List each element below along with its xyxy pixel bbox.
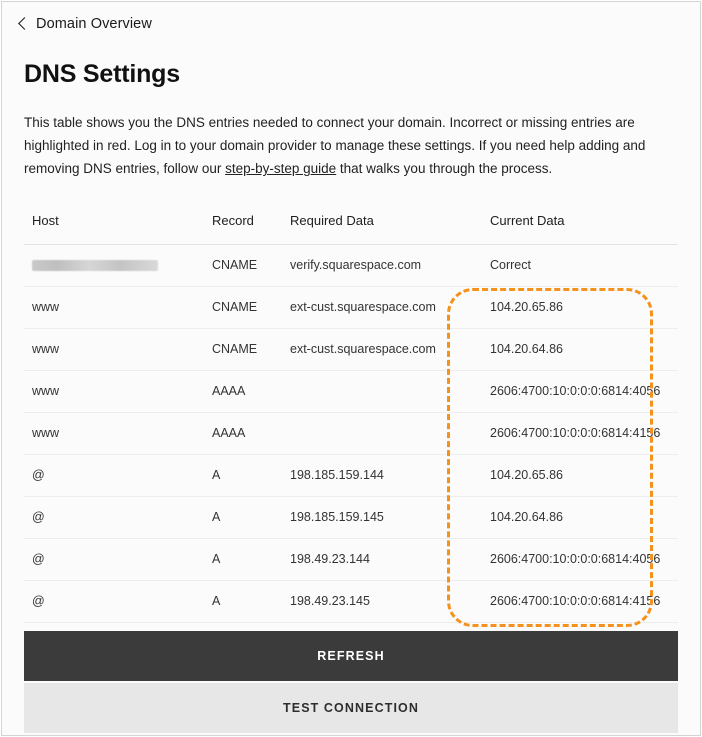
cell-current-data: 2606:4700:10:0:0:0:6814:4056: [482, 538, 678, 580]
cell-required-data: 198.49.23.145: [282, 580, 482, 622]
table-row: [24, 412, 678, 454]
cell-current-data: 104.20.64.86: [482, 328, 678, 370]
cell-host: @: [24, 580, 204, 622]
cell-required-data: 198.49.23.144: [282, 538, 482, 580]
cell-current-data: 2606:4700:10:0:0:0:6814:4156: [482, 412, 678, 454]
cell-host: [24, 244, 204, 286]
cell-required-data: 198.185.159.144: [282, 454, 482, 496]
cell-host: @: [24, 496, 204, 538]
cell-record-type: A: [204, 538, 282, 580]
intro-text-part2: that walks you through the process.: [336, 161, 553, 177]
refresh-button[interactable]: REFRESH: [24, 631, 678, 681]
table-row: [24, 370, 678, 412]
table-row: [24, 454, 678, 496]
chevron-left-icon: [16, 18, 28, 30]
cell-current-data: 2606:4700:10:0:0:0:6814:4056: [482, 370, 678, 412]
cell-current-data: 2606:4700:10:0:0:0:6814:4156: [482, 580, 678, 622]
cell-current-data: 104.20.65.86: [482, 454, 678, 496]
table-row: [24, 328, 678, 370]
cell-host: @: [24, 538, 204, 580]
cell-record-type: A: [204, 580, 282, 622]
main-content: [2, 60, 700, 623]
column-header-record: Record: [204, 203, 282, 245]
dns-records-table: [24, 203, 678, 623]
table-row: [24, 286, 678, 328]
action-buttons: [2, 631, 700, 733]
cell-required-data: ext-cust.squarespace.com: [282, 286, 482, 328]
table-row: [24, 244, 678, 286]
cell-required-data: 198.185.159.145: [282, 496, 482, 538]
cell-host: @: [24, 454, 204, 496]
page-title: DNS Settings: [24, 60, 180, 88]
test-connection-button[interactable]: TEST CONNECTION: [24, 683, 678, 733]
cell-record-type: A: [204, 454, 282, 496]
cell-record-type: A: [204, 496, 282, 538]
cell-required-data: ext-cust.squarespace.com: [282, 328, 482, 370]
column-header-current-data: Current Data: [482, 203, 678, 245]
cell-host: www: [24, 286, 204, 328]
intro-text-part1: This table shows you the DNS entries needed to connect your domain. Incorrect or missing entries are highlighted in red. Log in to your domain provider to manage these settings. If you need help adding and removing DNS entries, follow our: [24, 115, 646, 177]
cell-current-data: 104.20.64.86: [482, 496, 678, 538]
back-navigation[interactable]: [2, 2, 700, 42]
cell-record-type: AAAA: [204, 412, 282, 454]
cell-current-data: 104.20.65.86: [482, 286, 678, 328]
table-body: [24, 244, 678, 622]
column-header-host: Host: [24, 203, 204, 245]
cell-current-data: Correct: [482, 244, 678, 286]
cell-record-type: CNAME: [204, 244, 282, 286]
table-header-row: [24, 203, 678, 245]
cell-required-data: verify.squarespace.com: [282, 244, 482, 286]
intro-paragraph: [24, 111, 678, 181]
cell-required-data: [282, 370, 482, 412]
cell-host: www: [24, 370, 204, 412]
step-by-step-guide-link[interactable]: step-by-step guide: [225, 161, 337, 177]
redacted-host-value: [32, 260, 158, 271]
table-row: [24, 580, 678, 622]
cell-host: www: [24, 328, 204, 370]
table-row: [24, 538, 678, 580]
app-frame: [1, 1, 701, 736]
cell-record-type: CNAME: [204, 286, 282, 328]
cell-required-data: [282, 412, 482, 454]
cell-host: www: [24, 412, 204, 454]
table-row: [24, 496, 678, 538]
cell-record-type: CNAME: [204, 328, 282, 370]
back-label: Domain Overview: [36, 16, 152, 32]
cell-record-type: AAAA: [204, 370, 282, 412]
column-header-required-data: Required Data: [282, 203, 482, 245]
